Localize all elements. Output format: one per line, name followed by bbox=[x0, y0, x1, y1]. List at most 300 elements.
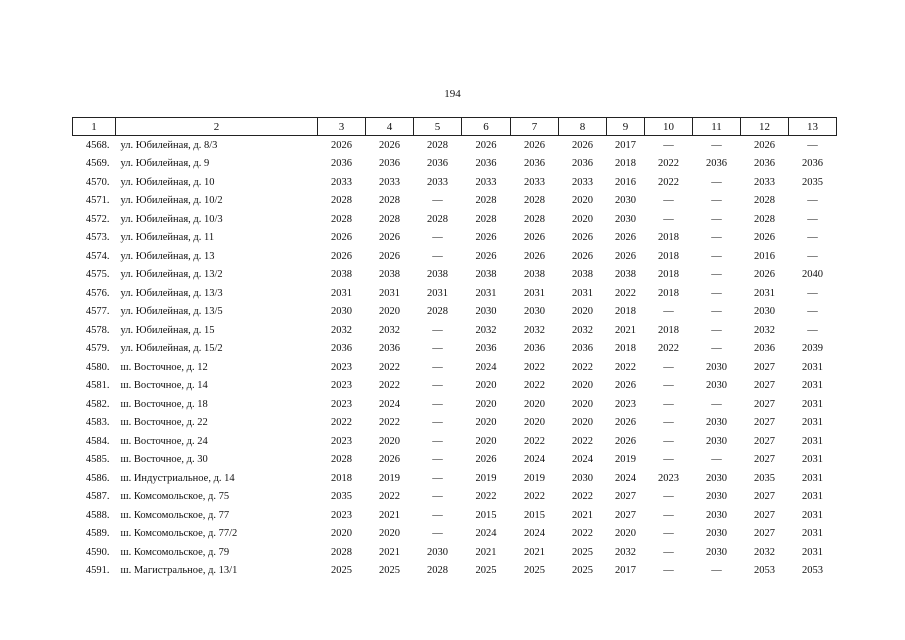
year-cell: 2026 bbox=[572, 232, 593, 244]
year-cell: — bbox=[663, 491, 674, 503]
year-cell: — bbox=[432, 361, 443, 373]
year-cell: 2028 bbox=[754, 195, 775, 207]
year-cell: 2036 bbox=[524, 343, 545, 355]
year-cell: 2031 bbox=[427, 287, 448, 299]
year-cell: 2027 bbox=[754, 528, 775, 540]
year-cell: 2031 bbox=[802, 491, 823, 503]
row-number-cell: 4585. bbox=[85, 454, 110, 466]
year-cell: 2020 bbox=[524, 417, 545, 429]
year-cell: — bbox=[711, 232, 722, 244]
table-row bbox=[73, 340, 837, 359]
year-cell: 2019 bbox=[475, 472, 497, 484]
row-number-cell: 4579. bbox=[85, 343, 110, 355]
year-cell: 2030 bbox=[427, 546, 448, 558]
year-cell: — bbox=[663, 361, 674, 373]
row-number-cell: 4570. bbox=[85, 176, 110, 188]
year-cell: — bbox=[663, 435, 674, 447]
year-cell: 2030 bbox=[706, 417, 727, 429]
year-cell: 2028 bbox=[427, 139, 448, 151]
year-cell: 2028 bbox=[379, 195, 400, 207]
row-number-cell: 4578. bbox=[85, 324, 110, 336]
address-cell: ул. Юбилейная, д. 10 bbox=[120, 176, 215, 188]
year-cell: 2021 bbox=[572, 509, 593, 521]
year-cell: 2027 bbox=[615, 491, 636, 503]
address-cell: ш. Комсомольское, д. 79 bbox=[120, 546, 230, 558]
column-header-1: 1 bbox=[73, 118, 116, 136]
year-cell: 2026 bbox=[331, 139, 352, 151]
year-cell: — bbox=[432, 454, 443, 466]
year-cell: — bbox=[432, 417, 443, 429]
column-header-2: 2 bbox=[116, 118, 318, 136]
year-cell: — bbox=[432, 195, 443, 207]
year-cell: 2022 bbox=[475, 491, 497, 503]
row-number-cell: 4582. bbox=[85, 398, 110, 410]
year-cell: 2031 bbox=[802, 380, 823, 392]
year-cell: — bbox=[711, 306, 722, 318]
year-cell: — bbox=[663, 454, 674, 466]
year-cell: 2028 bbox=[427, 306, 448, 318]
table-row bbox=[73, 488, 837, 507]
row-number-cell: 4568. bbox=[85, 139, 110, 151]
year-cell: 2030 bbox=[706, 509, 727, 521]
table-row bbox=[73, 210, 837, 229]
year-cell: — bbox=[432, 250, 443, 262]
row-number-cell: 4571. bbox=[85, 195, 110, 207]
year-cell: 2019 bbox=[524, 472, 545, 484]
year-cell: — bbox=[432, 380, 443, 392]
year-cell: 2028 bbox=[331, 195, 352, 207]
year-cell: 2026 bbox=[475, 250, 497, 262]
table-row bbox=[73, 395, 837, 414]
year-cell: 2022 bbox=[379, 417, 400, 429]
year-cell: — bbox=[432, 232, 443, 244]
year-cell: — bbox=[807, 139, 818, 151]
year-cell: 2030 bbox=[615, 213, 636, 225]
year-cell: 2032 bbox=[524, 324, 545, 336]
year-cell: 2020 bbox=[475, 398, 497, 410]
address-cell: ул. Юбилейная, д. 9 bbox=[120, 158, 210, 170]
year-cell: — bbox=[432, 435, 443, 447]
year-cell: 2033 bbox=[379, 176, 400, 188]
year-cell: 2038 bbox=[615, 269, 636, 281]
row-number-cell: 4573. bbox=[85, 232, 110, 244]
year-cell: 2022 bbox=[615, 287, 636, 299]
year-cell: 2025 bbox=[379, 565, 400, 577]
column-header-8: 8 bbox=[559, 118, 607, 136]
table-row bbox=[73, 469, 837, 488]
year-cell: 2023 bbox=[331, 435, 352, 447]
year-cell: 2028 bbox=[524, 195, 545, 207]
year-cell: 2026 bbox=[475, 139, 497, 151]
table-row bbox=[73, 247, 837, 266]
column-header-11: 11 bbox=[693, 118, 741, 136]
year-cell: 2032 bbox=[331, 324, 352, 336]
year-cell: 2022 bbox=[524, 361, 545, 373]
year-cell: 2030 bbox=[572, 472, 593, 484]
year-cell: 2036 bbox=[754, 158, 775, 170]
year-cell: 2033 bbox=[524, 176, 545, 188]
row-number-cell: 4581. bbox=[85, 380, 110, 392]
year-cell: — bbox=[711, 398, 722, 410]
year-cell: 2026 bbox=[379, 250, 400, 262]
row-number-cell: 4591. bbox=[85, 565, 110, 577]
year-cell: — bbox=[807, 324, 818, 336]
year-cell: 2022 bbox=[524, 435, 545, 447]
year-cell: 2024 bbox=[475, 361, 497, 373]
year-cell: 2036 bbox=[331, 343, 352, 355]
table-row bbox=[73, 155, 837, 174]
column-header-13: 13 bbox=[789, 118, 837, 136]
year-cell: — bbox=[711, 176, 722, 188]
year-cell: — bbox=[432, 472, 443, 484]
year-cell: 2018 bbox=[658, 324, 679, 336]
year-cell: 2036 bbox=[475, 343, 497, 355]
row-number-cell: 4572. bbox=[85, 213, 110, 225]
year-cell: 2020 bbox=[379, 435, 400, 447]
year-cell: 2035 bbox=[802, 176, 823, 188]
year-cell: 2022 bbox=[572, 361, 593, 373]
year-cell: 2036 bbox=[572, 343, 593, 355]
column-header-7: 7 bbox=[511, 118, 559, 136]
year-cell: 2017 bbox=[615, 565, 636, 577]
table-row bbox=[73, 358, 837, 377]
year-cell: 2020 bbox=[572, 306, 593, 318]
year-cell: — bbox=[432, 509, 443, 521]
year-cell: 2031 bbox=[331, 287, 352, 299]
year-cell: 2028 bbox=[427, 213, 448, 225]
year-cell: 2032 bbox=[379, 324, 400, 336]
year-cell: 2024 bbox=[524, 454, 545, 466]
year-cell: 2022 bbox=[572, 435, 593, 447]
year-cell: 2025 bbox=[572, 546, 593, 558]
year-cell: 2031 bbox=[802, 435, 823, 447]
year-cell: 2031 bbox=[802, 454, 823, 466]
column-header-10: 10 bbox=[645, 118, 693, 136]
year-cell: 2026 bbox=[754, 139, 775, 151]
table-row bbox=[73, 173, 837, 192]
year-cell: 2015 bbox=[524, 509, 545, 521]
address-cell: ш. Восточное, д. 22 bbox=[120, 417, 208, 429]
address-cell: ш. Восточное, д. 12 bbox=[120, 361, 208, 373]
year-cell: 2038 bbox=[427, 269, 448, 281]
year-cell: 2032 bbox=[615, 546, 636, 558]
year-cell: — bbox=[711, 565, 722, 577]
year-cell: 2021 bbox=[475, 546, 497, 558]
year-cell: 2018 bbox=[658, 232, 679, 244]
year-cell: 2021 bbox=[524, 546, 545, 558]
data-table bbox=[72, 117, 837, 580]
year-cell: 2015 bbox=[475, 509, 497, 521]
address-cell: ш. Комсомольское, д. 77 bbox=[120, 509, 230, 521]
table-row bbox=[73, 562, 837, 581]
address-cell: ул. Юбилейная, д. 8/3 bbox=[120, 139, 218, 151]
column-header-12: 12 bbox=[741, 118, 789, 136]
address-cell: ул. Юбилейная, д. 13/3 bbox=[120, 287, 223, 299]
year-cell: 2031 bbox=[802, 509, 823, 521]
year-cell: 2026 bbox=[379, 454, 400, 466]
year-cell: — bbox=[663, 565, 674, 577]
year-cell: — bbox=[663, 213, 674, 225]
year-cell: 2018 bbox=[615, 158, 636, 170]
year-cell: 2023 bbox=[331, 380, 352, 392]
year-cell: 2032 bbox=[754, 324, 775, 336]
address-cell: ул. Юбилейная, д. 13 bbox=[120, 250, 215, 262]
year-cell: — bbox=[711, 139, 722, 151]
year-cell: 2021 bbox=[379, 509, 400, 521]
year-cell: 2028 bbox=[754, 213, 775, 225]
year-cell: — bbox=[432, 343, 443, 355]
year-cell: 2030 bbox=[706, 472, 727, 484]
year-cell: 2033 bbox=[754, 176, 775, 188]
row-number-cell: 4587. bbox=[85, 491, 110, 503]
year-cell: — bbox=[711, 287, 722, 299]
table-row bbox=[73, 377, 837, 396]
year-cell: 2022 bbox=[379, 380, 400, 392]
year-cell: 2025 bbox=[331, 565, 352, 577]
address-cell: ул. Юбилейная, д. 13/5 bbox=[120, 306, 223, 318]
year-cell: 2035 bbox=[331, 491, 352, 503]
year-cell: 2020 bbox=[475, 380, 497, 392]
year-cell: 2027 bbox=[615, 509, 636, 521]
year-cell: 2021 bbox=[615, 324, 636, 336]
year-cell: — bbox=[711, 324, 722, 336]
table-body bbox=[73, 136, 837, 581]
year-cell: 2020 bbox=[572, 213, 593, 225]
year-cell: 2030 bbox=[331, 306, 352, 318]
year-cell: 2032 bbox=[475, 324, 497, 336]
year-cell: 2020 bbox=[475, 417, 497, 429]
table-row bbox=[73, 543, 837, 562]
year-cell: 2018 bbox=[331, 472, 352, 484]
year-cell: 2031 bbox=[524, 287, 545, 299]
row-number-cell: 4576. bbox=[85, 287, 110, 299]
table-row bbox=[73, 192, 837, 211]
year-cell: 2026 bbox=[615, 380, 636, 392]
year-cell: 2039 bbox=[802, 343, 823, 355]
year-cell: 2026 bbox=[615, 435, 636, 447]
year-cell: 2026 bbox=[475, 232, 497, 244]
address-cell: ш. Индустриальное, д. 14 bbox=[120, 472, 235, 484]
row-number-cell: 4586. bbox=[85, 472, 110, 484]
year-cell: 2030 bbox=[615, 195, 636, 207]
year-cell: 2025 bbox=[475, 565, 497, 577]
year-cell: 2022 bbox=[379, 361, 400, 373]
year-cell: — bbox=[663, 528, 674, 540]
table-row bbox=[73, 266, 837, 285]
year-cell: 2036 bbox=[754, 343, 775, 355]
year-cell: 2026 bbox=[615, 232, 636, 244]
year-cell: 2026 bbox=[572, 139, 593, 151]
year-cell: 2031 bbox=[802, 417, 823, 429]
year-cell: 2022 bbox=[524, 380, 545, 392]
year-cell: 2026 bbox=[754, 269, 775, 281]
row-number-cell: 4575. bbox=[85, 269, 110, 281]
year-cell: 2026 bbox=[379, 232, 400, 244]
year-cell: 2036 bbox=[524, 158, 545, 170]
column-header-3: 3 bbox=[318, 118, 366, 136]
table-row bbox=[73, 414, 837, 433]
address-cell: ш. Восточное, д. 30 bbox=[120, 454, 208, 466]
year-cell: 2038 bbox=[524, 269, 545, 281]
address-cell: ул. Юбилейная, д. 15/2 bbox=[120, 343, 223, 355]
year-cell: 2022 bbox=[658, 343, 679, 355]
year-cell: — bbox=[663, 509, 674, 521]
year-cell: 2030 bbox=[706, 528, 727, 540]
year-cell: 2036 bbox=[379, 343, 400, 355]
year-cell: 2036 bbox=[331, 158, 352, 170]
year-cell: 2038 bbox=[572, 269, 593, 281]
row-number-cell: 4590. bbox=[85, 546, 110, 558]
year-cell: 2031 bbox=[475, 287, 497, 299]
year-cell: 2040 bbox=[802, 269, 823, 281]
year-cell: — bbox=[711, 269, 722, 281]
year-cell: 2031 bbox=[802, 528, 823, 540]
year-cell: 2023 bbox=[331, 509, 352, 521]
address-cell: ш. Комсомольское, д. 77/2 bbox=[120, 528, 238, 540]
year-cell: 2026 bbox=[572, 250, 593, 262]
year-cell: 2019 bbox=[615, 454, 636, 466]
year-cell: 2030 bbox=[706, 361, 727, 373]
year-cell: 2031 bbox=[802, 472, 823, 484]
year-cell: 2026 bbox=[754, 232, 775, 244]
year-cell: 2020 bbox=[524, 398, 545, 410]
year-cell: 2020 bbox=[572, 398, 593, 410]
year-cell: 2027 bbox=[754, 361, 775, 373]
year-cell: 2033 bbox=[331, 176, 352, 188]
address-cell: ш. Комсомольское, д. 75 bbox=[120, 491, 230, 503]
year-cell: 2030 bbox=[706, 435, 727, 447]
year-cell: — bbox=[432, 491, 443, 503]
year-cell: 2018 bbox=[658, 287, 679, 299]
year-cell: 2016 bbox=[615, 176, 636, 188]
year-cell: — bbox=[807, 232, 818, 244]
year-cell: 2031 bbox=[802, 546, 823, 558]
table-row bbox=[73, 506, 837, 525]
year-cell: 2026 bbox=[524, 250, 545, 262]
address-cell: ш. Восточное, д. 14 bbox=[120, 380, 208, 392]
year-cell: 2027 bbox=[754, 398, 775, 410]
year-cell: 2016 bbox=[754, 250, 775, 262]
year-cell: 2027 bbox=[754, 454, 775, 466]
year-cell: 2018 bbox=[658, 250, 679, 262]
year-cell: — bbox=[807, 306, 818, 318]
year-cell: 2022 bbox=[572, 528, 593, 540]
year-cell: 2022 bbox=[524, 491, 545, 503]
year-cell: 2031 bbox=[802, 398, 823, 410]
year-cell: 2026 bbox=[475, 454, 497, 466]
year-cell: 2033 bbox=[572, 176, 593, 188]
year-cell: — bbox=[663, 195, 674, 207]
row-number-cell: 4577. bbox=[85, 306, 110, 318]
column-header-4: 4 bbox=[366, 118, 414, 136]
year-cell: 2027 bbox=[754, 435, 775, 447]
year-cell: 2031 bbox=[379, 287, 400, 299]
year-cell: 2028 bbox=[331, 546, 352, 558]
year-cell: 2018 bbox=[615, 343, 636, 355]
year-cell: 2021 bbox=[379, 546, 400, 558]
year-cell: 2023 bbox=[331, 398, 352, 410]
year-cell: 2038 bbox=[379, 269, 400, 281]
year-cell: 2026 bbox=[524, 139, 545, 151]
year-cell: 2028 bbox=[524, 213, 545, 225]
year-cell: 2020 bbox=[379, 528, 400, 540]
year-cell: — bbox=[807, 213, 818, 225]
year-cell: 2026 bbox=[615, 250, 636, 262]
year-cell: 2022 bbox=[379, 491, 400, 503]
table-row bbox=[73, 303, 837, 322]
year-cell: 2028 bbox=[475, 195, 497, 207]
table-row bbox=[73, 136, 837, 155]
year-cell: 2026 bbox=[331, 232, 352, 244]
year-cell: 2017 bbox=[615, 139, 636, 151]
year-cell: 2023 bbox=[331, 361, 352, 373]
table-row bbox=[73, 284, 837, 303]
year-cell: 2027 bbox=[754, 491, 775, 503]
year-cell: 2025 bbox=[572, 565, 593, 577]
year-cell: — bbox=[663, 546, 674, 558]
year-cell: 2025 bbox=[524, 565, 545, 577]
year-cell: — bbox=[807, 287, 818, 299]
year-cell: 2036 bbox=[475, 158, 497, 170]
year-cell: 2036 bbox=[379, 158, 400, 170]
table-row bbox=[73, 525, 837, 544]
year-cell: — bbox=[432, 528, 443, 540]
year-cell: 2024 bbox=[615, 472, 636, 484]
year-cell: — bbox=[711, 195, 722, 207]
year-cell: 2028 bbox=[379, 213, 400, 225]
year-cell: 2030 bbox=[706, 491, 727, 503]
year-cell: 2028 bbox=[475, 213, 497, 225]
row-number-cell: 4580. bbox=[85, 361, 110, 373]
table-header bbox=[73, 118, 837, 136]
year-cell: 2031 bbox=[572, 287, 593, 299]
row-number-cell: 4584. bbox=[85, 435, 110, 447]
year-cell: 2020 bbox=[615, 528, 636, 540]
year-cell: 2028 bbox=[331, 213, 352, 225]
year-cell: — bbox=[432, 324, 443, 336]
year-cell: — bbox=[663, 139, 674, 151]
address-cell: ш. Магистральное, д. 13/1 bbox=[120, 565, 238, 577]
year-cell: 2022 bbox=[615, 361, 636, 373]
year-cell: 2024 bbox=[524, 528, 545, 540]
year-cell: 2024 bbox=[379, 398, 400, 410]
year-cell: 2023 bbox=[658, 472, 679, 484]
year-cell: 2036 bbox=[427, 158, 448, 170]
year-cell: 2038 bbox=[475, 269, 497, 281]
address-cell: ул. Юбилейная, д. 13/2 bbox=[120, 269, 223, 281]
year-cell: 2031 bbox=[802, 361, 823, 373]
year-cell: 2026 bbox=[379, 139, 400, 151]
year-cell: 2019 bbox=[379, 472, 400, 484]
year-cell: — bbox=[807, 250, 818, 262]
year-cell: 2018 bbox=[658, 269, 679, 281]
page-number: 194 bbox=[444, 88, 461, 100]
year-cell: 2026 bbox=[615, 417, 636, 429]
year-cell: 2036 bbox=[706, 158, 727, 170]
year-cell: 2030 bbox=[706, 380, 727, 392]
address-cell: ш. Восточное, д. 24 bbox=[120, 435, 208, 447]
header-row bbox=[73, 118, 837, 136]
year-cell: — bbox=[663, 417, 674, 429]
year-cell: 2026 bbox=[331, 250, 352, 262]
year-cell: 2022 bbox=[331, 417, 352, 429]
table-row bbox=[73, 451, 837, 470]
row-number-cell: 4574. bbox=[85, 250, 110, 262]
year-cell: 2031 bbox=[754, 287, 775, 299]
column-header-9: 9 bbox=[607, 118, 645, 136]
row-number-cell: 4583. bbox=[85, 417, 110, 429]
year-cell: 2020 bbox=[572, 417, 593, 429]
